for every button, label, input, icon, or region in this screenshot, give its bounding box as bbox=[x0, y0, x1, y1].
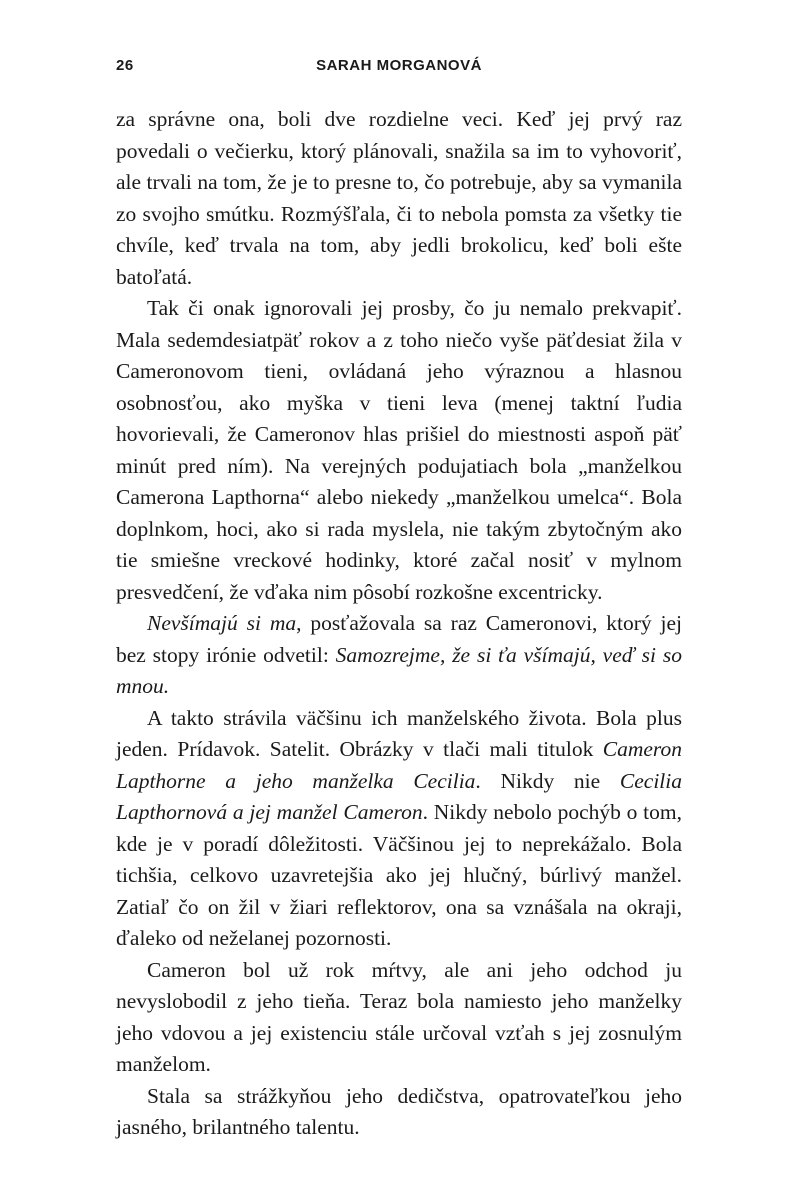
page-number: 26 bbox=[116, 57, 134, 74]
paragraph bbox=[116, 608, 682, 703]
italic-text: Nevšímajú si ma bbox=[147, 611, 297, 635]
italic-text: Cameron Lapthorne a jeho manželka Cecilia bbox=[116, 737, 682, 793]
text-span: . Nikdy nie bbox=[475, 768, 620, 793]
text-span: A takto strávila väčšinu ich manželského života. Bola plus jeden. Prídavok. Satelit. Obrázky v tlači mali titulok bbox=[116, 705, 682, 761]
paragraph: Cameron bol už rok mŕtvy, ale ani jeho odchod ju nevyslobodil z jeho tieňa. Teraz bola namiesto jeho manželky jeho vdovou a jej existenciu stále určoval vzťah s jej zosnulým manželom. bbox=[116, 957, 682, 1076]
italic-text: Samozrejme, že si ťa všímajú, veď si so mnou. bbox=[116, 642, 682, 698]
text-span: , posťažovala sa raz Cameronovi, ktorý jej bez stopy irónie odvetil: bbox=[116, 611, 682, 667]
running-header bbox=[116, 57, 682, 81]
paragraph: Tak či onak ignorovali jej prosby, čo ju nemalo prekvapiť. Mala sedemdesiatpäť rokov a z toho niečo vyše päťdesiat žila v Cameronovom tieni, ovládaná jeho výraznou a hlasnou osobnosťou, ako myška v tieni leva (menej taktní ľudia hovorievali, že Cameronov hlas prišiel do miestnosti aspoň päť minút pred ním). Na verejných podujatiach bola „manželkou Camerona Lapthorna“ alebo niekedy „manželkou umelca“. Bola doplnkom, hoci, ako si rada myslela, nie takým zbytočným ako tie smiešne vreckové hodinky, ktoré začal nosiť v mylnom presvedčení, že vďaka nim pôsobí rozkošne excentricky. bbox=[116, 296, 682, 604]
author-name: SARAH MORGANOVÁ bbox=[316, 57, 482, 74]
paragraph: za správne ona, boli dve rozdielne veci. Keď jej prvý raz povedali o večierku, ktorý plánovali, snažila sa im to vyhovoriť, ale trvali na tom, že je to presne to, čo potrebuje, aby sa vymanila zo svojho smútku. Rozmýšľala, či to nebola pomsta za všetky tie chvíle, keď trvala na tom, aby jedli brokolicu, keď boli ešte batoľatá. bbox=[116, 107, 682, 289]
body-text bbox=[116, 104, 682, 1144]
text-span: . Nikdy nebolo pochýb o tom, kde je v poradí dôležitosti. Väčšinou jej to neprekážalo. Bola tichšia, celkovo uzavretejšia ako jej hlučný, búrlivý manžel. Zatiaľ čo on žil v žiari reflektorov, ona sa vznášala na okraji, ďaleko od neželanej pozornosti. bbox=[116, 800, 682, 950]
italic-text: Cecilia Lapthornová a jej manžel Cameron bbox=[116, 768, 682, 824]
paragraph bbox=[116, 703, 682, 955]
paragraph: Stala sa strážkyňou jeho dedičstva, opatrovateľkou jeho jasného, brilantného talentu. bbox=[116, 1083, 682, 1139]
